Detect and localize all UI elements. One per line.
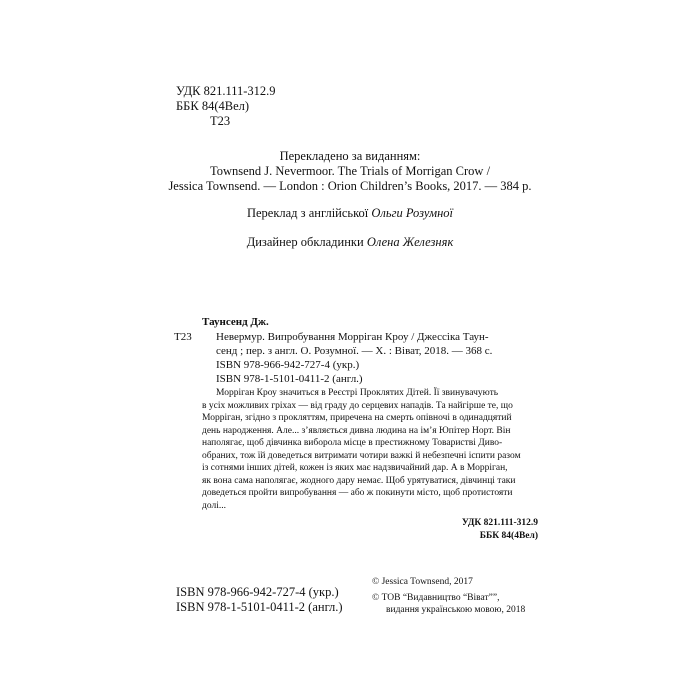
author-mark: Т23 — [210, 114, 231, 128]
card-bbk: ББК 84(4Вел) — [479, 530, 538, 541]
annotation-line: доведеться пройти випробування — або ж покинути місто, щоб протистояти — [202, 488, 513, 498]
copyright-author: © Jessica Townsend, 2017 — [372, 577, 473, 587]
footer-isbn-eng: ISBN 978-1-5101-0411-2 (англ.) — [176, 600, 343, 614]
translation-source-line3: Jessica Townsend. — London : Orion Children’s Books, 2017. — 384 p. — [168, 179, 532, 193]
annotation-line: Морріган Кроу значиться в Реєстрі Проклятих Дітей. Її звинувачують — [216, 388, 499, 398]
annotation-line: обраних, тож їй доведеться витримати чотири важкі й небезпечні іспити разом — [202, 450, 521, 461]
annotation-line: Морріган, згідно з прокляттям, приречена на смерть опівночі в одинадцятий — [202, 413, 512, 423]
translation-source-line2: Townsend J. Nevermoor. The Trials of Morrigan Crow / — [209, 164, 491, 178]
designer-credit — [150, 235, 550, 250]
bbk-code: ББК 84(4Вел) — [176, 99, 250, 113]
annotation-line: долі... — [202, 500, 226, 511]
annotation-line: в усіх можливих гріхах — від граду до серцевих нападів. Та найгірше те, що — [202, 400, 513, 411]
designer-name: Олена Железняк — [366, 235, 454, 249]
footer-isbn-ukr: ISBN 978-966-942-727-4 (укр.) — [176, 585, 339, 599]
card-udk: УДК 821.111-312.9 — [461, 518, 538, 528]
translator-label: Переклад з англійської — [246, 206, 372, 220]
catalog-author-heading: Таунсенд Дж. — [202, 316, 269, 328]
translator-name: Ольги Розумної — [371, 206, 454, 220]
designer-label: Дизайнер обкладинки — [246, 235, 367, 249]
copyright-publisher: © ТОВ “Видавництво “Віват””, — [372, 592, 500, 603]
annotation-line: наполягає, щоб дівчинка виборола місце в престижному Товаристві Диво- — [202, 438, 503, 448]
footer-copyright — [372, 576, 525, 617]
udk-code: УДК 821.111-312.9 — [176, 84, 276, 98]
translator-credit — [150, 206, 550, 221]
catalog-description — [216, 330, 492, 386]
card-classification — [390, 517, 538, 542]
catalog-desc-line2: сенд ; пер. з англ. О. Розумної. — Х. : Віват, 2018. — 368 с. — [216, 345, 493, 357]
classification-header — [176, 84, 276, 129]
annotation — [202, 387, 540, 512]
catalog-desc-line1: Невермур. Випробування Морріган Кроу / Джессіка Таун- — [216, 331, 489, 343]
credits — [150, 206, 550, 250]
catalog-isbn-ukr: ISBN 978-966-942-727-4 (укр.) — [216, 359, 360, 371]
copyright-edition: видання українською мовою, 2018 — [386, 605, 526, 615]
annotation-line: як вона сама наполягає, жодного дару немає. Щоб урятуватися, дівчинці таки — [202, 475, 516, 486]
catalog-isbn-eng: ISBN 978-1-5101-0411-2 (англ.) — [216, 373, 363, 385]
annotation-line: із сотнями інших дітей, кожен із яких має надзвичайний дар. А в Морріган, — [202, 463, 508, 473]
translation-source-line1: Перекладено за виданням: — [279, 149, 421, 163]
catalog-author-mark: Т23 — [174, 331, 192, 343]
annotation-line: день народження. Але... з’являється дивна людина на ім’я Юпітер Норт. Він — [202, 425, 511, 436]
footer-isbn — [176, 585, 343, 615]
translation-source — [150, 149, 550, 194]
